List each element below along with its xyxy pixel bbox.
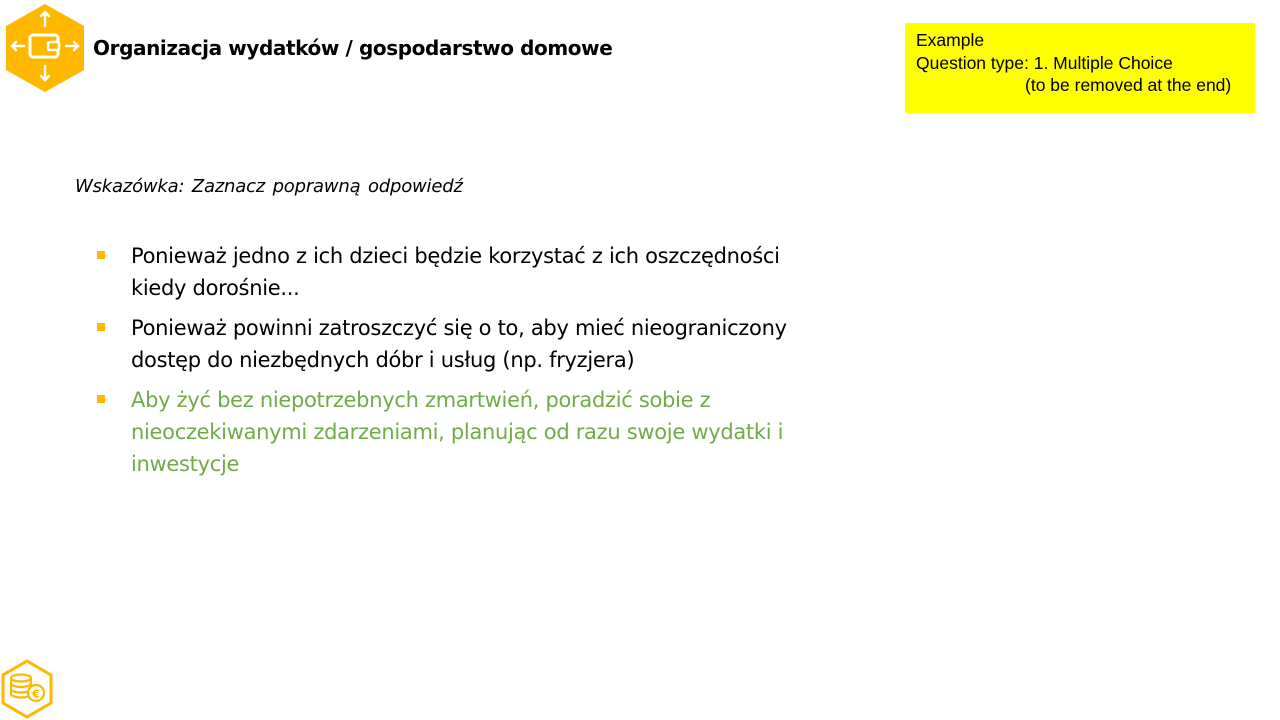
coins-euro-hexagon-icon	[1, 659, 53, 719]
note-line-question-type: Question type: 1. Multiple Choice	[916, 52, 1173, 73]
answer-options-list	[96, 240, 836, 488]
svg-text:€: €	[32, 687, 40, 701]
note-line-remove: (to be removed at the end)	[1025, 75, 1232, 95]
square-bullet-icon	[97, 323, 105, 331]
note-line-example: Example	[916, 30, 985, 50]
answer-option-2[interactable]	[96, 312, 836, 376]
hint-text: Wskazówka: Zaznacz poprawną odpowiedź	[75, 176, 463, 197]
example-note-box	[905, 23, 1255, 113]
square-bullet-icon	[97, 251, 105, 259]
answer-option-text: Ponieważ jedno z ich dzieci będzie korzystać z ich oszczędności kiedy dorośnie...	[131, 244, 780, 300]
answer-option-text: Ponieważ powinni zatroszczyć się o to, aby mieć nieograniczony dostęp do niezbędnych dóbr i usług (np. fryzjera)	[131, 316, 787, 372]
page-title: Organizacja wydatków / gospodarstwo domowe	[93, 36, 613, 60]
wallet-arrows-hexagon-icon	[4, 2, 86, 94]
answer-option-1[interactable]	[96, 240, 836, 304]
answer-option-3-correct[interactable]	[96, 384, 836, 480]
answer-option-text: Aby żyć bez niepotrzebnych zmartwień, poradzić sobie z nieoczekiwanymi zdarzeniami, planując od razu swoje wydatki i inwestycje	[131, 388, 784, 476]
square-bullet-icon	[97, 395, 105, 403]
